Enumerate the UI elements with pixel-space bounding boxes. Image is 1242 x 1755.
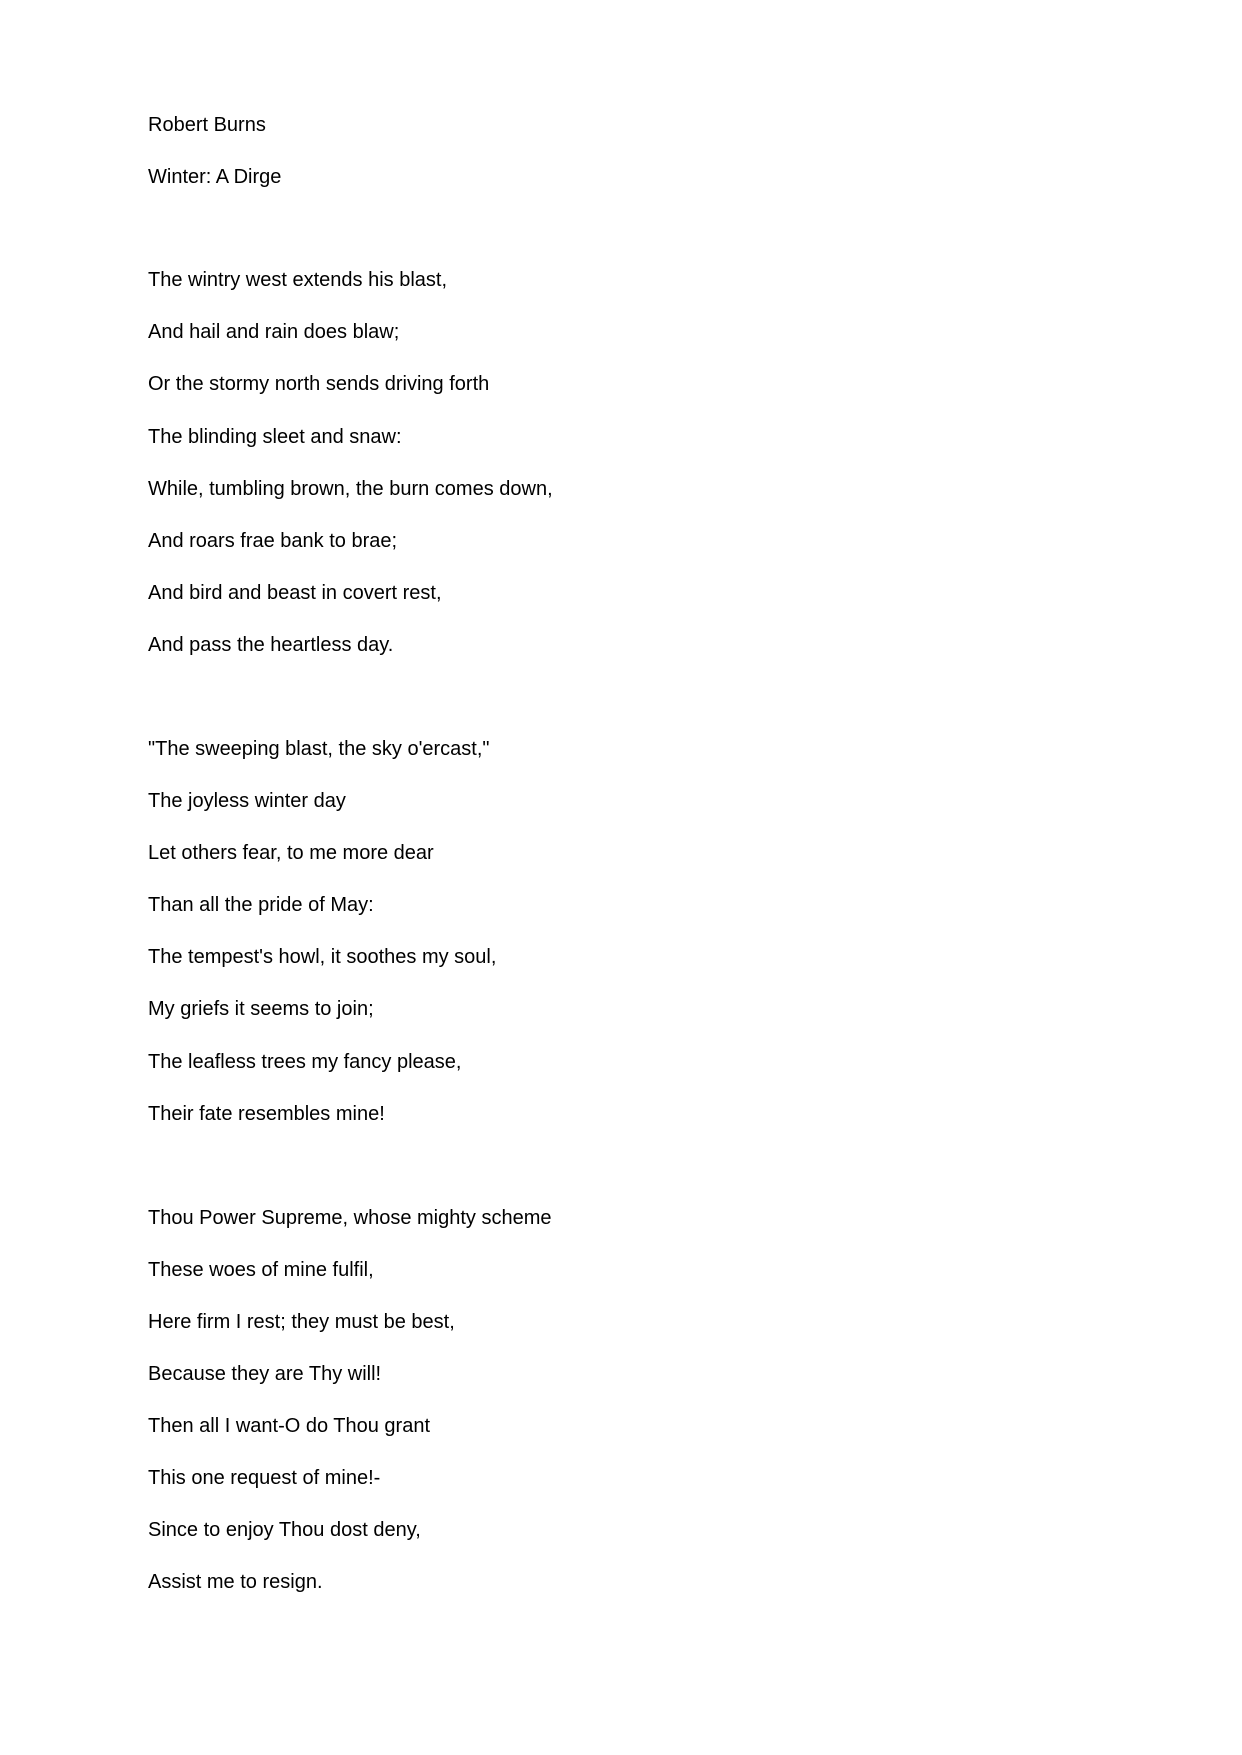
author-name: Robert Burns — [148, 114, 266, 136]
poem-line: My griefs it seems to join; — [148, 998, 374, 1020]
poem-line: Their fate resembles mine! — [148, 1103, 385, 1125]
poem-line: The blinding sleet and snaw: — [148, 426, 402, 448]
poem-line: The wintry west extends his blast, — [148, 269, 448, 291]
poem-line: Or the stormy north sends driving forth — [148, 373, 490, 395]
poem-line: And roars frae bank to brae; — [148, 530, 398, 552]
poem-line: Since to enjoy Thou dost deny, — [148, 1519, 421, 1541]
poem-line: Here firm I rest; they must be best, — [148, 1311, 455, 1333]
poem-line: "The sweeping blast, the sky o'ercast," — [148, 738, 490, 760]
poem-line: Let others fear, to me more dear — [148, 842, 434, 864]
poem-line: The joyless winter day — [148, 790, 346, 812]
poem-line: Than all the pride of May: — [148, 894, 374, 916]
poem-line: While, tumbling brown, the burn comes down, — [148, 478, 553, 500]
poem-line: Assist me to resign. — [148, 1571, 323, 1593]
poem-line: These woes of mine fulfil, — [148, 1259, 374, 1281]
poem-line: And hail and rain does blaw; — [148, 321, 400, 343]
poem-line: And bird and beast in covert rest, — [148, 582, 442, 604]
poem-line: Then all I want-O do Thou grant — [148, 1415, 431, 1437]
poem-line: The leafless trees my fancy please, — [148, 1051, 462, 1073]
poem-line: Because they are Thy will! — [148, 1363, 382, 1385]
poem-line: The tempest's howl, it soothes my soul, — [148, 946, 497, 968]
poem-line: And pass the heartless day. — [148, 634, 394, 656]
poem-title: Winter: A Dirge — [148, 166, 282, 188]
poem-line: Thou Power Supreme, whose mighty scheme — [148, 1207, 552, 1229]
poem-line: This one request of mine!- — [148, 1467, 381, 1489]
